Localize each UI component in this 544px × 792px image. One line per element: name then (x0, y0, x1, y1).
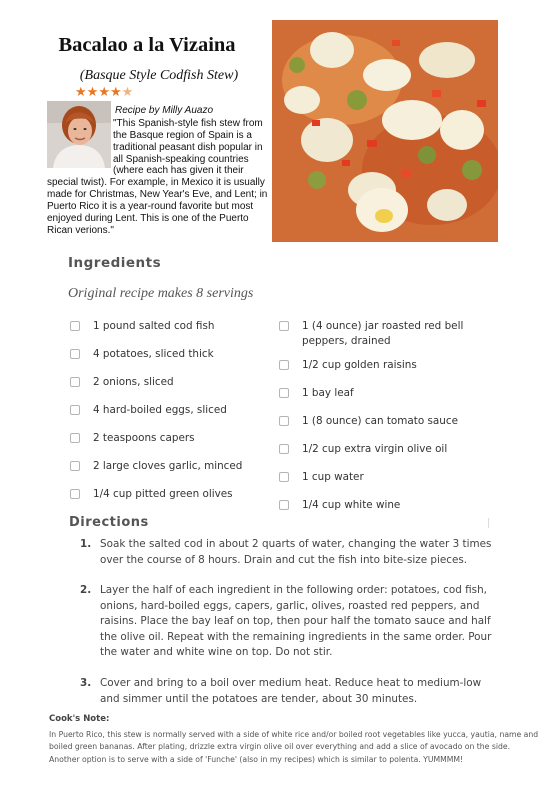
recipe-subtitle: (Basque Style Codfish Stew) (79, 68, 239, 83)
ingredient-item[interactable] (70, 487, 233, 502)
ingredient-item[interactable] (279, 386, 354, 401)
step-number: 3. (80, 677, 92, 689)
ingredient-item[interactable] (70, 459, 242, 474)
ingredient-text: 2 large cloves garlic, minced (93, 460, 243, 472)
ingredient-text: 1 (8 ounce) can tomato sauce (302, 415, 458, 427)
direction-step (80, 537, 495, 568)
directions-heading: Directions (69, 515, 149, 530)
step-text: Cover and bring to a boil over medium heat. Reduce heat to medium-low and simmer until the potatoes are tender, about 30 minutes. (100, 677, 482, 705)
ingredient-checkbox[interactable] (279, 388, 289, 398)
step-text: Layer the half of each ingredient in the following order: potatoes, cod fish, onions, hard-boiled eggs, capers, garlic, olives, roasted red peppers, and raisins. Place the bay leaf on top, then pour half the tomato sauce and half the olive oil. Repeat with the remaining ingredients in the same order. Pour the water and white wine on top. Do not stir. (100, 584, 492, 659)
recipe-description-block (47, 118, 268, 236)
ingredient-item[interactable] (279, 414, 458, 429)
ingredient-checkbox[interactable] (279, 360, 289, 370)
ingredient-checkbox[interactable] (70, 489, 80, 499)
ingredient-text: 4 hard-boiled eggs, sliced (93, 404, 227, 416)
ingredient-text: 2 teaspoons capers (93, 432, 195, 444)
ingredient-text: 1/4 cup white wine (302, 499, 401, 511)
recipe-description: "This Spanish-style fish stew from the Basque region of Spain is a traditional peasant dish popular in all Spanish-speaking countries (where each has given it their special twist). For example, in Mexico it is usually made for Christmas, New Year's Eve, and Lent; in Puerto Rico it is a year-round favorite but most enjoyed during Lent. This is one of the Puerto Rican verions." (47, 118, 268, 236)
direction-step (80, 676, 495, 707)
dish-photo (272, 20, 498, 242)
ingredient-item[interactable] (279, 470, 364, 485)
ingredient-text: 4 potatoes, sliced thick (93, 348, 214, 360)
ingredient-checkbox[interactable] (279, 416, 289, 426)
star-icon: ★ (109, 84, 122, 99)
star-rating (75, 84, 133, 100)
cooks-note-text: In Puerto Rico, this stew is normally served with a side of white rice and/or boiled root vegetables like yucca, yautia, name and boiled green bananas. After plating, drizzle extra virgin olive oil over everything and add a slice of avocado on the side. Another option is to serve with a side of 'Funche' (also in my recipes) which is similar to polenta. YUMMMM! (49, 730, 539, 764)
ingredient-text: 1 bay leaf (302, 387, 354, 399)
ingredient-item[interactable] (279, 442, 447, 457)
divider (488, 518, 489, 528)
ingredient-checkbox[interactable] (70, 433, 80, 443)
recipe-title: Bacalao a la Vizaina (58, 34, 236, 56)
ingredient-checkbox[interactable] (279, 321, 289, 331)
ingredient-checkbox[interactable] (70, 405, 80, 415)
ingredient-checkbox[interactable] (70, 461, 80, 471)
recipe-author: Recipe by Milly Auazo (115, 105, 214, 116)
direction-step (80, 583, 495, 661)
ingredient-text: 1/4 cup pitted green olives (93, 488, 233, 500)
half-star-icon: ★ (121, 84, 134, 99)
ingredient-item[interactable] (70, 319, 214, 334)
step-text: Soak the salted cod in about 2 quarts of water, changing the water 3 times over the course of 8 hours. Drain and cut the fish into bite-size pieces. (100, 538, 492, 566)
ingredient-checkbox[interactable] (70, 321, 80, 331)
ingredient-checkbox[interactable] (279, 472, 289, 482)
star-icon: ★ (98, 84, 110, 99)
step-number: 1. (80, 538, 92, 550)
servings-note: Original recipe makes 8 servings (68, 286, 254, 301)
ingredient-item[interactable] (70, 375, 174, 390)
ingredient-checkbox[interactable] (279, 500, 289, 510)
step-number: 2. (80, 584, 92, 596)
ingredient-item[interactable] (279, 498, 400, 513)
ingredient-text: 1 (4 ounce) jar roasted red bell peppers, drained (302, 320, 464, 347)
ingredient-item[interactable] (70, 403, 227, 418)
ingredient-text: 2 onions, sliced (93, 376, 174, 388)
star-icon: ★ (75, 84, 87, 99)
ingredient-item[interactable] (70, 347, 214, 362)
ingredient-text: 1 cup water (302, 471, 364, 483)
star-icon: ★ (86, 84, 99, 99)
ingredients-heading: Ingredients (68, 255, 162, 271)
ingredient-text: 1 pound salted cod fish (93, 320, 215, 332)
ingredient-item[interactable] (279, 358, 417, 373)
ingredient-text: 1/2 cup extra virgin olive oil (302, 443, 448, 455)
ingredient-item[interactable] (279, 319, 479, 349)
ingredient-checkbox[interactable] (279, 444, 289, 454)
cooks-note-heading: Cook's Note: (49, 714, 110, 724)
ingredient-checkbox[interactable] (70, 349, 80, 359)
ingredient-checkbox[interactable] (70, 377, 80, 387)
ingredient-text: 1/2 cup golden raisins (302, 359, 417, 371)
ingredient-item[interactable] (70, 431, 195, 446)
